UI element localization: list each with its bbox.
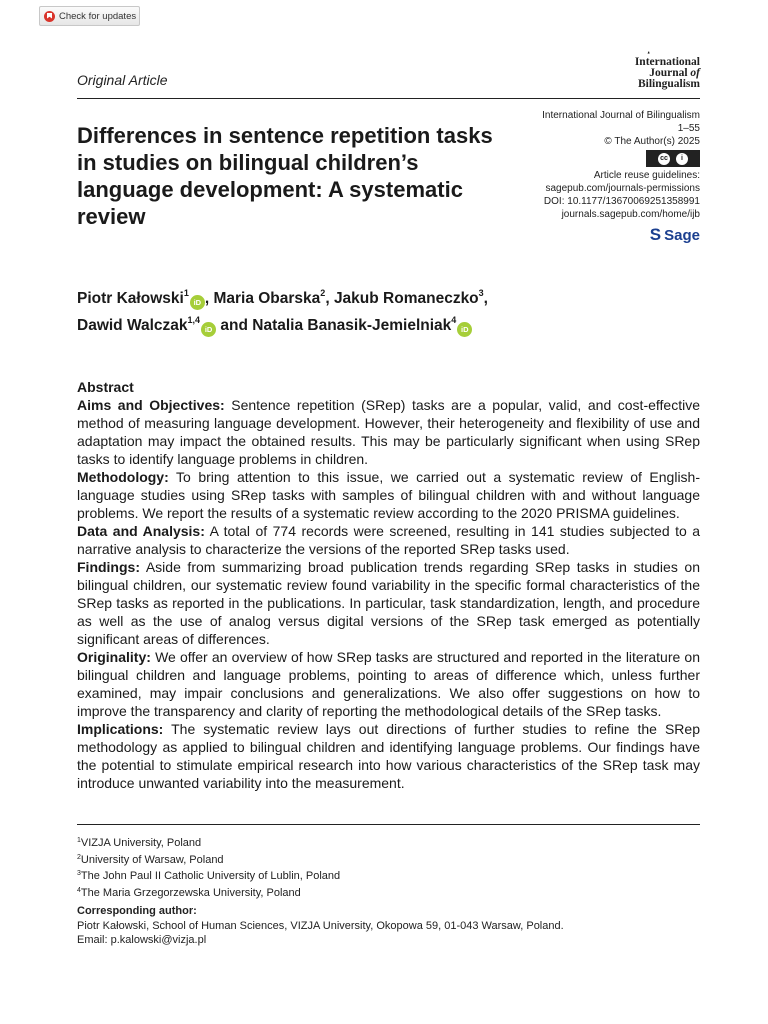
author-list: Piotr Kałowski$^1$iD , Maria Obarska$^2$, Jakub Romaneczko$^3$, Dawid Walczak$^{1,4}$iD and Natalia Banasik-Jemielniak$^4$iD (77, 283, 697, 337)
affiliation: $^4$The Maria Grzegorzewska University, Poland (77, 887, 301, 900)
abstract (77, 378, 700, 792)
cc-by-license-badge[interactable] (646, 150, 700, 167)
affiliation: $^2$University of Warsaw, Poland (77, 853, 224, 866)
corresponding-author-email[interactable]: Email: p.kalowski@vizja.pl (77, 934, 207, 947)
author-name: Dawid Walczak (77, 317, 188, 334)
journal-url[interactable]: journals.sagepub.com/home/ijb (561, 209, 700, 220)
page-range: 1–55 (677, 123, 700, 134)
bookmark-icon (44, 11, 55, 22)
orcid-icon[interactable]: iD (457, 322, 472, 337)
corresponding-author-address: Piotr Kałowski, School of Human Sciences, VIZJA University, Okopowa 59, 01-043 Warsaw, Poland. (77, 919, 564, 932)
affiliations (77, 834, 340, 901)
reuse-guidelines-label: Article reuse guidelines: (593, 170, 700, 181)
abstract-section: Implications: The systematic review lays out directions of further studies to refine the SRep methodology as applied to bilingual children and identifying language problems. Our findings have the potential to stimulate empirical research into how various characteristics of the SRep task may introduce unwanted variability into the measurement. (77, 721, 700, 791)
sage-s-icon: S (649, 225, 662, 244)
author-name: Jakub Romaneczko (333, 290, 479, 307)
orcid-icon[interactable]: iD (190, 295, 205, 310)
article-type: Original Article (77, 72, 168, 88)
affiliation: $^3$The John Paul II Catholic University of Lublin, Poland (77, 870, 341, 883)
sage-logo (649, 227, 700, 243)
journal-logo-mark-icon: ᵜ (647, 49, 650, 58)
affiliation: $^1$VIZJA University, Poland (77, 837, 202, 849)
check-for-updates-label: Check for updates (59, 10, 137, 22)
journal-logo-line3: Bilingualism (638, 78, 700, 90)
journal-logo-line2: Journal of (649, 67, 700, 79)
journal-logo-line1: International (634, 56, 700, 68)
abstract-section: Methodology: To bring attention to this issue, we carried out a systematic review of English-language studies using SRep tasks with samples of bilingual children with and without language problems. We report the results of a systematic review according to the 2020 PRISMA guidelines. (77, 469, 701, 521)
copyright: © The Author(s) 2025 (604, 136, 700, 147)
header-divider (77, 98, 700, 99)
abstract-section: Data and Analysis: A total of 774 records were screened, resulting in 141 studies subjected to a narrative analysis to characterize the versions of the reported SRep tasks used. (77, 523, 700, 557)
abstract-section: Aims and Objectives: Sentence repetition (SRep) tasks are a popular, valid, and cost-effective method of measuring language development. However, their heterogeneity and flexibility of use and adaptation may impact the obtained results. This may be particularly significant when using SRep tasks to identify language problems in children. (77, 397, 700, 467)
footnote-divider (77, 824, 700, 825)
attribution-icon: i (676, 153, 688, 165)
abstract-section: Findings: Aside from summarizing broad publication trends regarding SRep tasks in studies on bilingual children, our systematic review found variability in the specific formal characteristics of the SRep tasks as reported in the publications. In particular, task standardization, length, and procedure as well as the use of analog versus digital versions of the SRep task emerged as potentially significant areas of differences. (77, 559, 700, 647)
journal-logo (635, 50, 700, 90)
article-metadata (542, 109, 700, 244)
article-title: Differences in sentence repetition tasks in studies on bilingual children’s language development: A systematic review (77, 123, 493, 229)
corresponding-author (77, 904, 700, 948)
abstract-section: Originality: We offer an overview of how SRep tasks are structured and reported in the literature on bilingual children and language problems, pointing to areas of difference which, unless further examined, may impair conclusions and generalizations. We also offer suggestions on how to improve the transparency and clarity of reporting the methodological details of the SRep tasks. (77, 649, 701, 719)
author-name: Natalia Banasik-Jemielniak (252, 317, 452, 334)
publisher-name: Sage (664, 226, 700, 244)
orcid-icon[interactable]: iD (201, 322, 216, 337)
abstract-heading: Abstract (77, 379, 134, 395)
reuse-guidelines-link[interactable]: sagepub.com/journals-permissions (545, 183, 700, 194)
author-name: Piotr Kałowski (77, 290, 184, 307)
cc-icon: cc (658, 153, 670, 165)
doi[interactable]: DOI: 10.1177/13670069251358991 (543, 196, 700, 207)
check-for-updates-button[interactable] (39, 6, 140, 26)
corresponding-author-label: Corresponding author: (77, 905, 197, 917)
journal-name: International Journal of Bilingualism (542, 110, 700, 121)
author-name: Maria Obarska (213, 290, 321, 307)
